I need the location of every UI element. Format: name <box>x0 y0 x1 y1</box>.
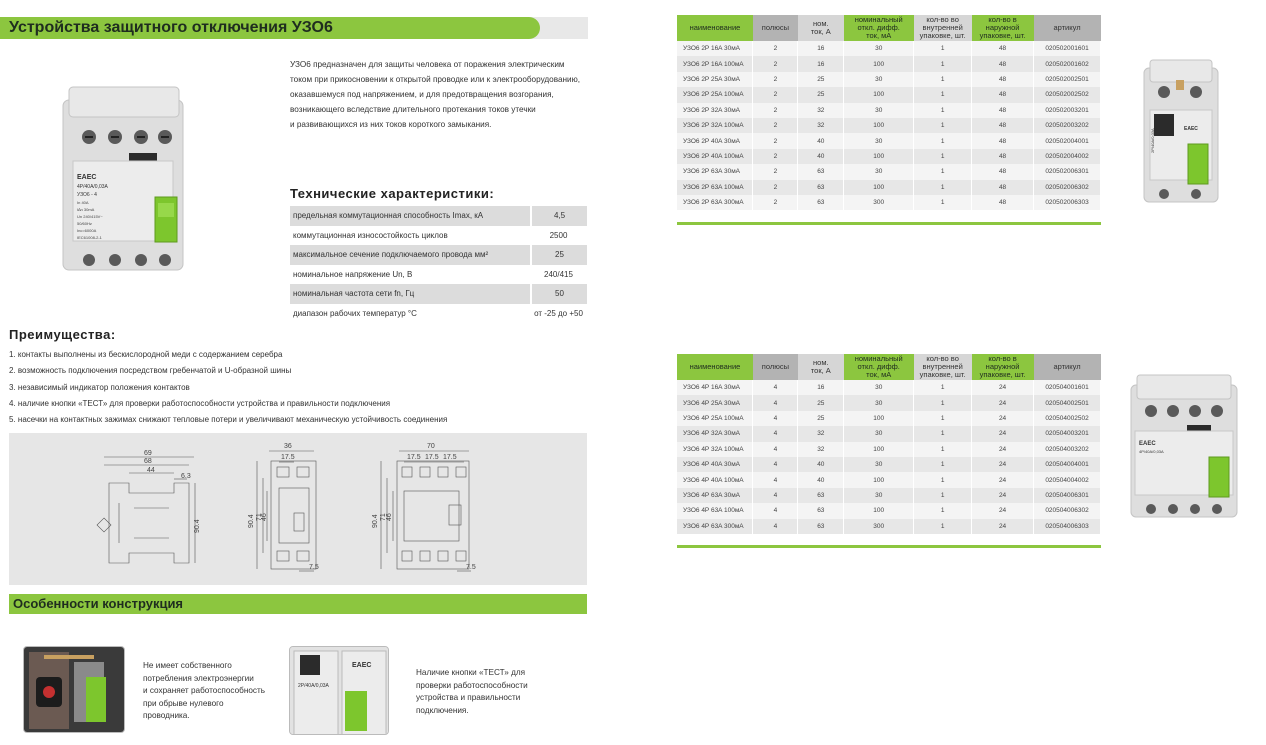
col-header-article: артикул <box>1034 15 1101 41</box>
page-title: Устройства защитного отключения УЗО6 <box>9 19 333 36</box>
col-header-name: наименование <box>677 15 753 41</box>
col-header-name: наименование <box>677 354 753 380</box>
spec-row: номинальное напряжение Un, В 240/415 <box>293 269 573 279</box>
svg-text:2P/40A/0,03A: 2P/40A/0,03A <box>1150 128 1155 153</box>
svg-text:Inc=6000A: Inc=6000A <box>77 228 97 233</box>
svg-text:90.4: 90.4 <box>194 519 201 533</box>
table-row: УЗО6 4P 25A 100мА 4 25 100 1 24 020504002502 <box>677 411 1101 426</box>
col-header-diff: номинальный откл. дифф. ток, мА <box>844 354 914 380</box>
svg-text:44: 44 <box>147 467 155 474</box>
svg-text:Un 240/415V~: Un 240/415V~ <box>77 214 103 219</box>
feature-text-2: Наличие кнопки «ТЕСТ» для проверки работоспособности устройства и правильности подключения. <box>416 668 528 715</box>
table-row: УЗО6 4P 40A 100мА 4 40 100 1 24 020504004002 <box>677 472 1101 487</box>
svg-text:36: 36 <box>284 443 292 450</box>
svg-text:69: 69 <box>144 450 152 457</box>
col-header-current: ном. ток, А <box>798 15 844 41</box>
description: УЗО6 предназначен для защиты человека от поражения электрическим током при прикосновении к открытой проводке или к электрооборудованию, оказавшемуся под напряжением, и для предотвращения возгорания, возникающего вследствие длительного протекания токов утечки и развивающихся из них токов короткого замыкания. <box>290 60 581 129</box>
col-header-diff: номинальный откл. дифф. ток, мА <box>844 15 914 41</box>
col-header-inner-pack: кол-во во внутренней упаковке, шт. <box>914 15 972 41</box>
device-4p-image-right <box>1127 373 1241 521</box>
table-row: УЗО6 4P 25A 30мА 4 25 30 1 24 020504002501 <box>677 395 1101 410</box>
svg-text:46: 46 <box>386 513 393 521</box>
spec-row: максимальное сечение подключаемого провода мм² 25 <box>290 245 587 265</box>
spec-row: предельная коммутационная способность Imax, кА 4,5 <box>290 206 587 226</box>
col-header-outer-pack: кол-во в наружной упаковке, шт. <box>972 354 1034 380</box>
table-row: УЗО6 2P 32A 30мА 2 32 30 1 48 020502003201 <box>677 103 1101 118</box>
table-row: УЗО6 2P 25A 30мА 2 25 30 1 48 020502002501 <box>677 72 1101 87</box>
table-row: УЗО6 2P 32A 100мА 2 32 100 1 48 020502003202 <box>677 118 1101 133</box>
features-bar <box>9 594 587 614</box>
svg-text:EAEC: EAEC <box>352 662 372 669</box>
svg-text:17.5: 17.5 <box>407 454 421 461</box>
svg-text:7.5: 7.5 <box>309 564 319 571</box>
list-item: 3. независимый индикатор положения контактов <box>9 382 190 392</box>
product-table-2p <box>677 15 1101 210</box>
table-row: УЗО6 4P 63A 300мА 4 63 300 1 24 020504006303 <box>677 519 1101 534</box>
device-4p-image <box>55 85 195 275</box>
list-item: 4. наличие кнопки «ТЕСТ» для проверки работоспособности устройства и правильности подключения <box>9 398 391 408</box>
svg-text:EAEC: EAEC <box>1184 126 1198 132</box>
list-item: 5. насечки на контактных зажимах снижают тепловые потери и увеличивают механическую устойчивость соединения <box>9 415 448 425</box>
svg-text:4P/40A/0,03A: 4P/40A/0,03A <box>1139 449 1164 454</box>
dimension-drawings <box>9 433 587 585</box>
svg-text:90.4: 90.4 <box>248 514 255 528</box>
device-name: УЗО6 - 4 <box>77 192 97 198</box>
tech-title: Технические характеристики: <box>290 186 495 201</box>
svg-text:EAEC: EAEC <box>1139 441 1156 447</box>
col-header-poles: полюсы <box>753 15 798 41</box>
table-row: УЗО6 4P 40A 30мА 4 40 30 1 24 020504004001 <box>677 457 1101 472</box>
col-header-article: артикул <box>1034 354 1101 380</box>
device-model: 4P/40A/0,03A <box>77 184 108 190</box>
list-item: 1. контакты выполнены из бескислородной меди с содержанием серебра <box>9 350 283 359</box>
col-header-poles: полюсы <box>753 354 798 380</box>
svg-text:68: 68 <box>144 458 152 465</box>
table-row: УЗО6 2P 63A 300мА 2 63 300 1 48 020502006303 <box>677 195 1101 210</box>
spec-row: номинальная частота сети fn, Гц 50 <box>290 284 587 304</box>
table-row: УЗО6 4P 16A 30мА 4 16 30 1 24 020504001601 <box>677 380 1101 395</box>
device-2p-image <box>1140 58 1222 206</box>
svg-text:6.3: 6.3 <box>181 473 191 480</box>
col-header-inner-pack: кол-во во внутренней упаковке, шт. <box>914 354 972 380</box>
svg-text:IEC61008-2-1: IEC61008-2-1 <box>77 235 102 240</box>
table-row: УЗО6 2P 16A 30мА 2 16 30 1 48 020502001601 <box>677 41 1101 56</box>
spec-table <box>290 206 587 323</box>
col-header-current: ном. ток, А <box>798 354 844 380</box>
advantages-title: Преимущества: <box>9 327 116 342</box>
feature-text-1: Не имеет собственного потребления электроэнергии и сохраняет работоспособность при обрыве нулевого проводника. <box>143 661 266 721</box>
svg-text:17.5: 17.5 <box>425 454 439 461</box>
table-row: УЗО6 4P 32A 30мА 4 32 30 1 24 020504003201 <box>677 426 1101 441</box>
table-row: УЗО6 2P 40A 100мА 2 40 100 1 48 020502004002 <box>677 149 1101 164</box>
svg-text:46: 46 <box>261 513 268 521</box>
table-row: УЗО6 2P 25A 100мА 2 25 100 1 48 020502002502 <box>677 87 1101 102</box>
spec-row: диапазон рабочих температур °C от -25 до +50 <box>293 308 583 318</box>
svg-text:71: 71 <box>380 513 387 521</box>
svg-text:2P/40A/0,03A: 2P/40A/0,03A <box>298 683 329 689</box>
table-row: УЗО6 4P 63A 100мА 4 63 100 1 24 020504006302 <box>677 503 1101 518</box>
product-table-4p <box>677 354 1101 534</box>
list-item: 2. возможность подключения посредством гребенчатой и U-образной шины <box>9 366 292 376</box>
device-brand: EAEC <box>77 174 97 181</box>
table-row: УЗО6 2P 63A 30мА 2 63 30 1 48 020502006301 <box>677 164 1101 179</box>
table-row: УЗО6 2P 16A 100мА 2 16 100 1 48 020502001602 <box>677 56 1101 71</box>
svg-text:17.5: 17.5 <box>443 454 457 461</box>
table-row: УЗО6 2P 40A 30мА 2 40 30 1 48 020502004001 <box>677 133 1101 148</box>
svg-text:I∆n 30mA: I∆n 30mA <box>77 207 95 212</box>
feature-image-internal <box>23 646 125 733</box>
svg-text:70: 70 <box>427 443 435 450</box>
svg-text:7.5: 7.5 <box>466 564 476 571</box>
feature-image-test-button <box>289 646 389 735</box>
table-4p-underline <box>677 545 1101 548</box>
svg-text:17.5: 17.5 <box>281 454 295 461</box>
features-title: Особенности конструкция <box>13 596 184 611</box>
svg-text:71: 71 <box>256 513 263 521</box>
col-header-outer-pack: кол-во в наружной упаковке, шт. <box>972 15 1034 41</box>
table-row: УЗО6 2P 63A 100мА 2 63 100 1 48 020502006302 <box>677 180 1101 195</box>
advantages-list <box>9 347 447 428</box>
title-bar <box>0 17 588 39</box>
table-row: УЗО6 4P 63A 30мА 4 63 30 1 24 020504006301 <box>677 488 1101 503</box>
table-row: УЗО6 4P 32A 100мА 4 32 100 1 24 020504003202 <box>677 442 1101 457</box>
svg-text:90.4: 90.4 <box>372 514 379 528</box>
spec-row: коммутационная износостойкость циклов 2500 <box>293 230 568 240</box>
table-2p-underline <box>677 222 1101 225</box>
svg-text:50/60Hz: 50/60Hz <box>77 221 92 226</box>
svg-text:In 40A: In 40A <box>77 200 89 205</box>
